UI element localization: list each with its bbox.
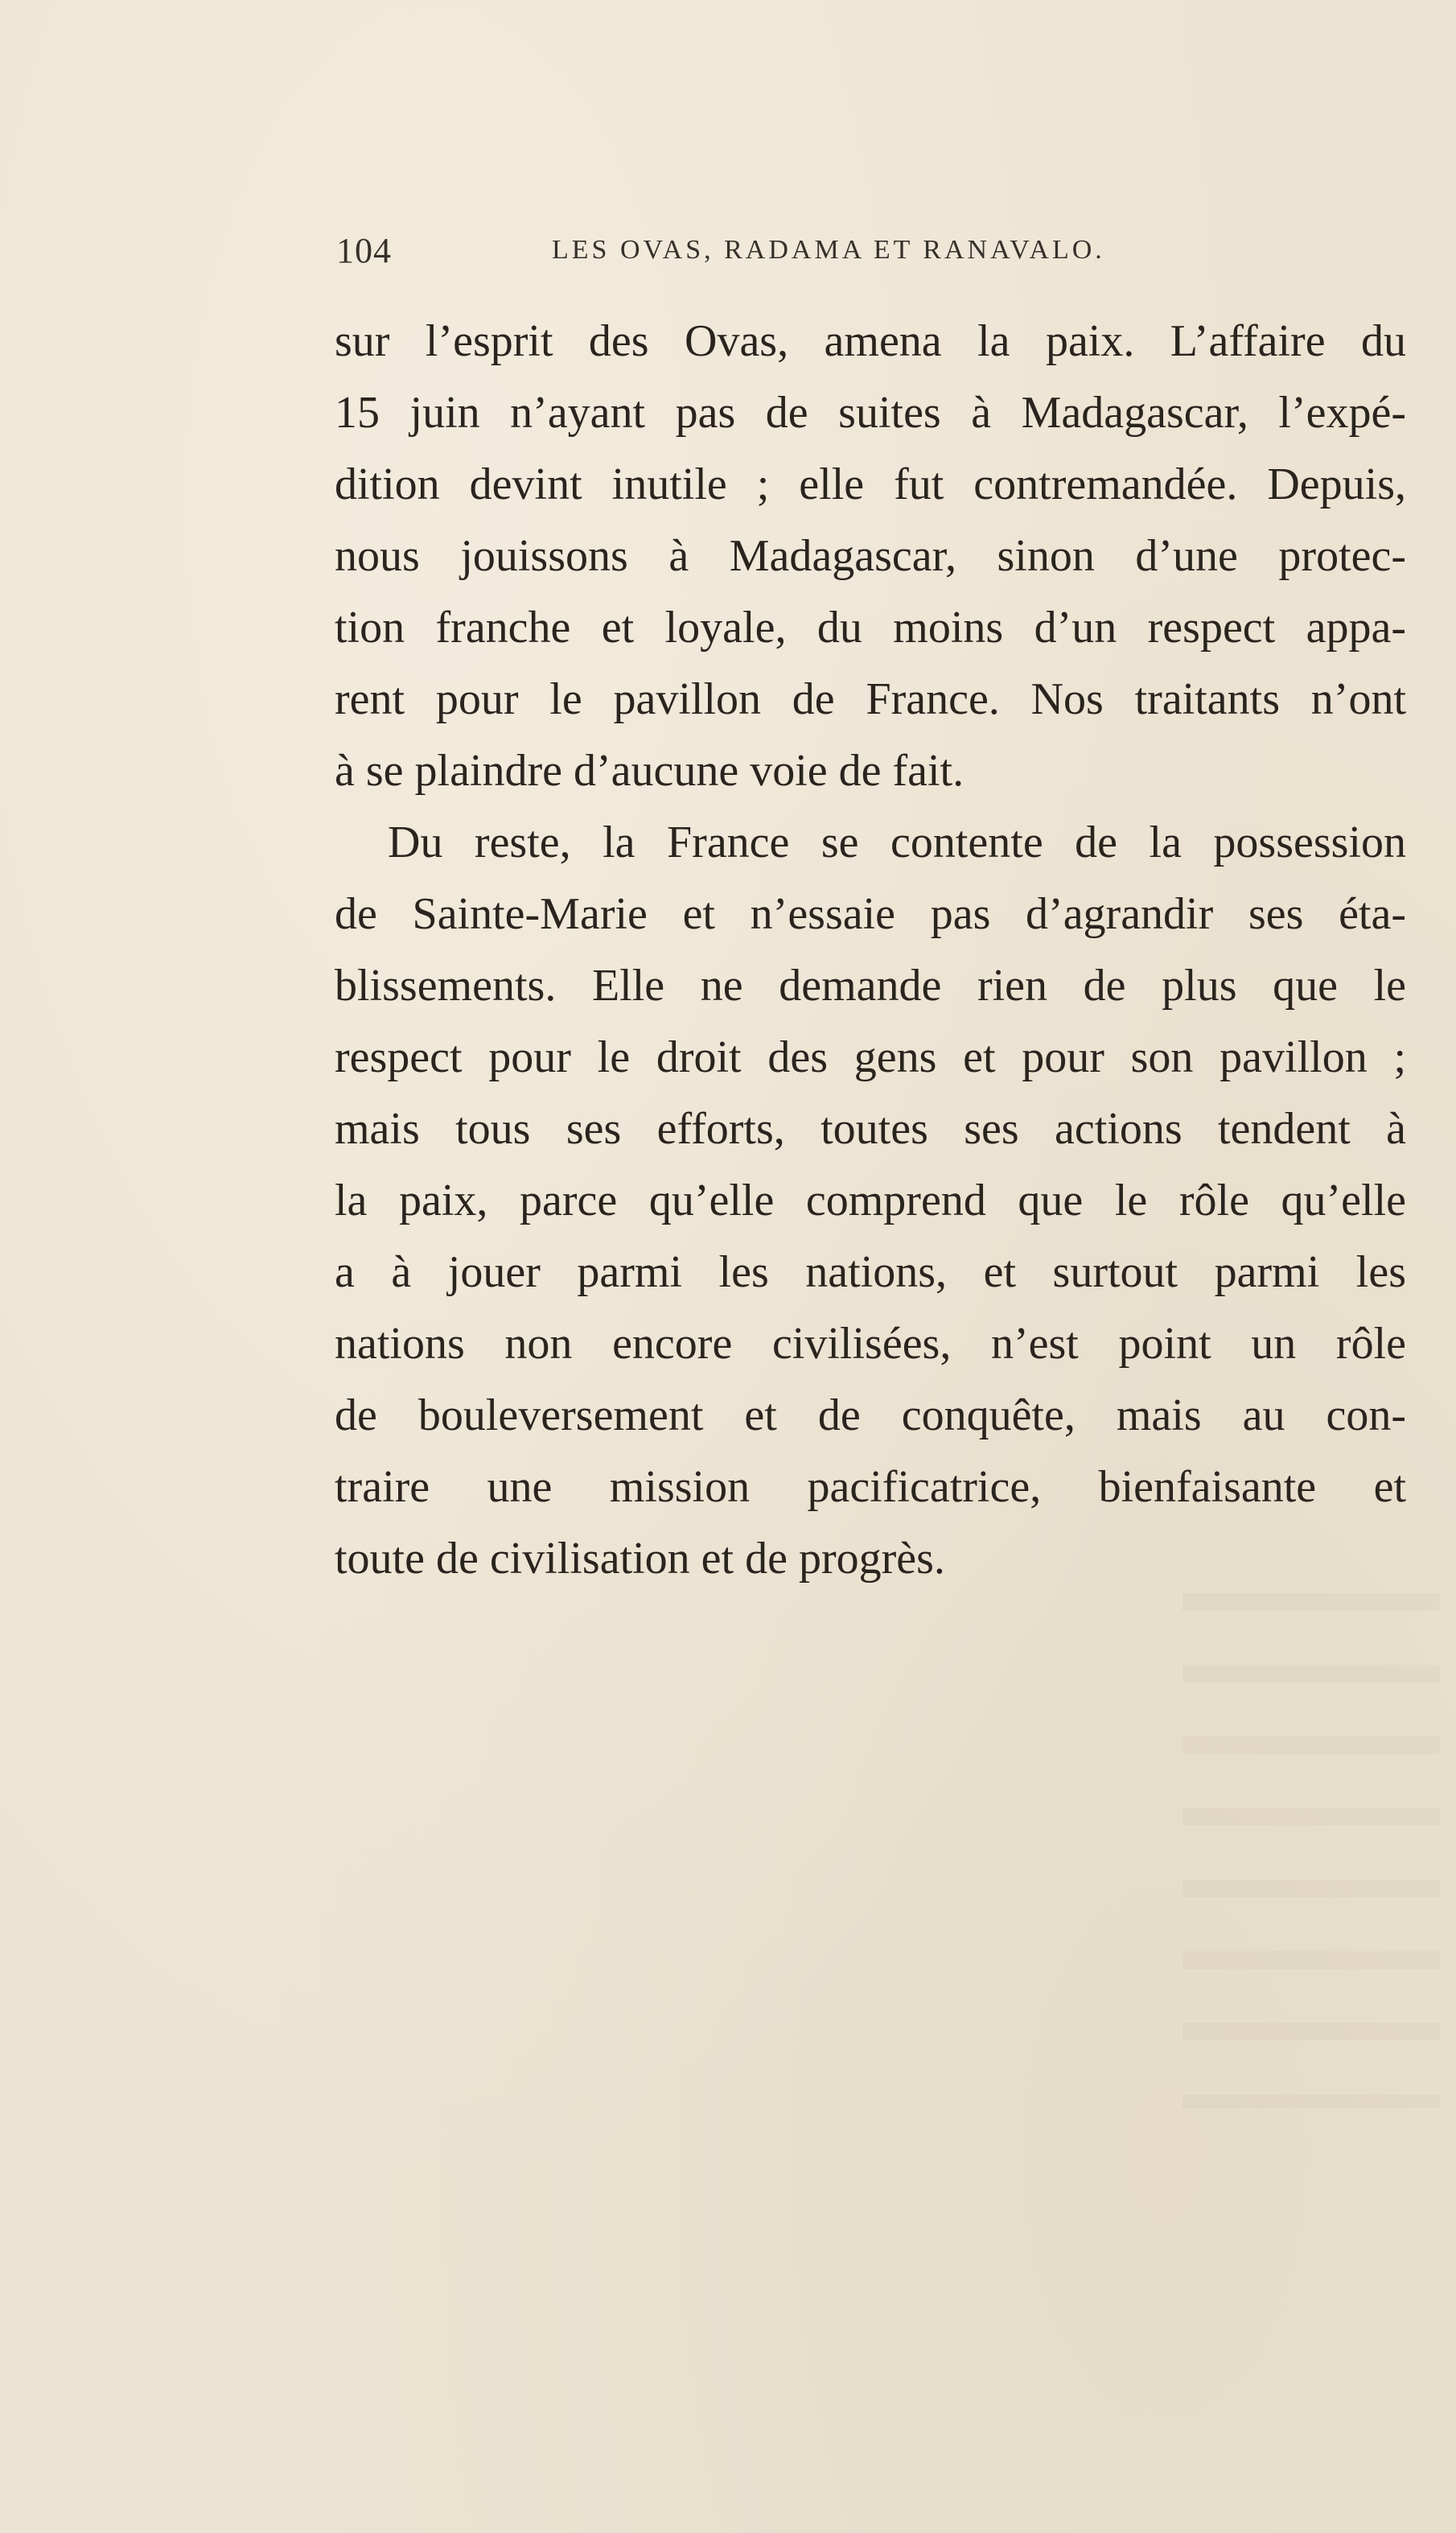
text-line: mais tous ses efforts, toutes ses actions tendent à (335, 1104, 1406, 1154)
text-line: rent pour le pavillon de France. Nos traitants n’ont (335, 674, 1406, 724)
text-line: respect pour le droit des gens et pour son pavillon ; (335, 1032, 1406, 1082)
text-line: de Sainte-Marie et n’essaie pas d’agrandir ses éta- (335, 889, 1406, 939)
paragraph-start-line: Du reste, la France se contente de la possession (388, 818, 1406, 867)
text-line: 15 juin n’ayant pas de suites à Madagascar, l’expé- (335, 388, 1406, 438)
text-line: de bouleversement et de conquête, mais au con- (335, 1390, 1406, 1440)
text-line: nations non encore civilisées, n’est point un rôle (335, 1319, 1406, 1369)
text-line: dition devint inutile ; elle fut contremandée. Depuis, (335, 459, 1406, 509)
show-through-texture (1182, 1593, 1440, 2108)
paragraph-end-line: toute de civilisation et de progrès. (335, 1534, 945, 1584)
text-line: a à jouer parmi les nations, et surtout parmi les (335, 1247, 1406, 1297)
text-line: traire une mission pacificatrice, bienfaisante et (335, 1462, 1406, 1512)
text-line: tion franche et loyale, du moins d’un respect appa- (335, 603, 1406, 653)
text-line: la paix, parce qu’elle comprend que le rôle qu’elle (335, 1176, 1406, 1225)
page-number: 104 (336, 231, 392, 270)
body-text (335, 306, 1406, 1595)
text-line: sur l’esprit des Ovas, amena la paix. L’affaire du (335, 316, 1406, 366)
text-line: nous jouissons à Madagascar, sinon d’une protec- (335, 531, 1406, 581)
paragraph-end-line: à se plaindre d’aucune voie de fait. (335, 746, 964, 796)
running-header (336, 230, 1406, 278)
running-title: LES OVAS, RADAMA ET RANAVALO. (552, 235, 1105, 265)
text-line: blissements. Elle ne demande rien de plus que le (335, 961, 1406, 1011)
